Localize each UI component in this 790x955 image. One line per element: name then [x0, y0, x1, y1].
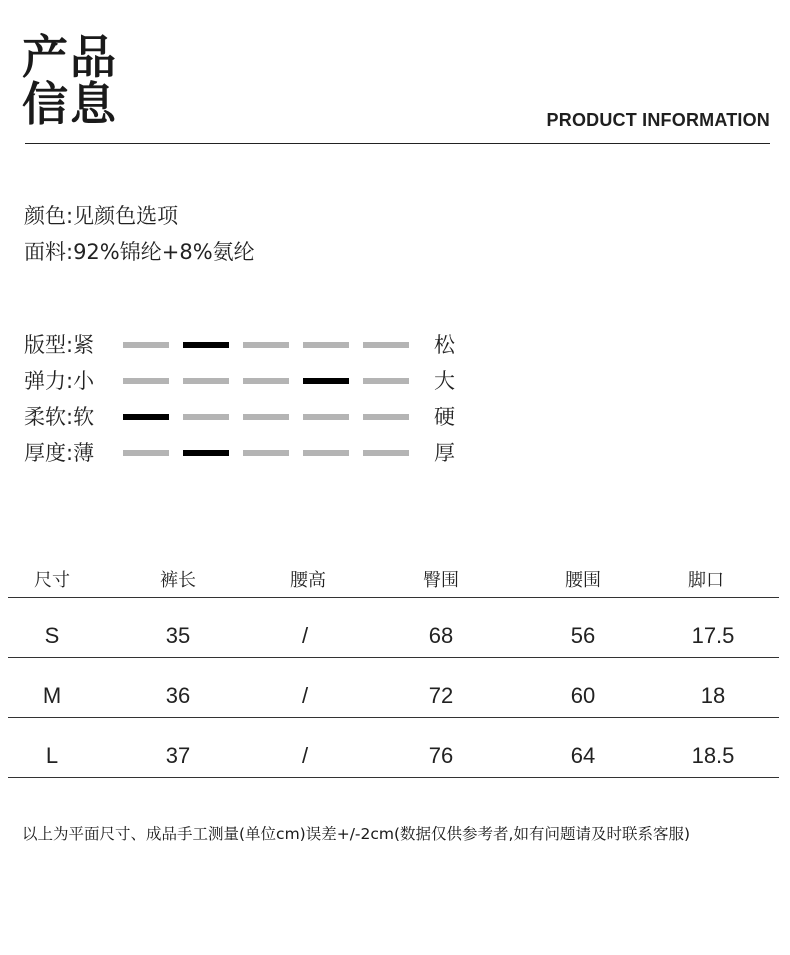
- scale-segment: [183, 378, 229, 384]
- scale-segment-active: [183, 450, 229, 456]
- scale-segment: [243, 450, 289, 456]
- scale-segment-active: [123, 414, 169, 420]
- cell-size: M: [42, 683, 62, 708]
- scale-segment: [243, 342, 289, 348]
- cell-length: 35: [165, 623, 191, 648]
- cell-hip: 68: [428, 623, 454, 648]
- scale-right-label: 厚: [434, 441, 455, 465]
- english-title: PRODUCT INFORMATION: [546, 110, 770, 130]
- attribute-color: 颜色:见颜色选项: [24, 204, 179, 228]
- cell-length: 36: [165, 683, 191, 708]
- rating-scales: [24, 326, 464, 470]
- scale-segment: [363, 342, 409, 348]
- title-block: [22, 30, 118, 131]
- scale-segment: [363, 450, 409, 456]
- scale-right-label: 硬: [434, 405, 455, 429]
- scale-right-label: 松: [434, 333, 455, 357]
- scale-left-label: 柔软:软: [24, 405, 95, 429]
- scale-row-stretch: [24, 362, 464, 398]
- cell-hem: 18: [700, 683, 726, 708]
- title-line-2: 信息: [22, 77, 118, 131]
- scale-right-label: 大: [434, 369, 455, 393]
- cell-hip: 72: [428, 683, 454, 708]
- measurement-note: 以上为平面尺寸、成品手工测量(单位cm)误差+/-2cm(数据仅供参考者,如有问题请及时联系客服): [22, 825, 691, 843]
- scale-segment: [303, 342, 349, 348]
- column-header-size: 尺寸: [34, 570, 70, 591]
- scale-segment: [363, 378, 409, 384]
- cell-size: S: [44, 623, 60, 648]
- scale-segment: [303, 414, 349, 420]
- cell-waist: 56: [570, 623, 596, 648]
- column-header-length: 裤长: [160, 570, 196, 591]
- cell-hem: 17.5: [691, 623, 735, 648]
- size-table-header: [8, 558, 779, 598]
- column-header-hip: 臀围: [423, 570, 459, 591]
- size-table: [8, 558, 779, 778]
- cell-rise: /: [301, 683, 309, 708]
- scale-segment-active: [303, 378, 349, 384]
- title-line-1: 产品: [22, 30, 118, 84]
- cell-length: 37: [165, 743, 191, 768]
- cell-rise: /: [301, 743, 309, 768]
- scale-segment: [303, 450, 349, 456]
- attribute-fabric: 面料:92%锦纶+8%氨纶: [24, 240, 255, 264]
- table-row: [8, 598, 779, 658]
- scale-left-label: 弹力:小: [24, 369, 95, 393]
- scale-segment: [123, 342, 169, 348]
- scale-segment: [123, 450, 169, 456]
- scale-segment: [123, 378, 169, 384]
- size-table-body: [8, 598, 779, 778]
- attribute-list: [24, 198, 255, 270]
- cell-size: L: [45, 743, 59, 768]
- title-divider: [25, 143, 770, 144]
- cell-hip: 76: [428, 743, 454, 768]
- scale-segment: [243, 378, 289, 384]
- table-row: [8, 718, 779, 778]
- cell-rise: /: [301, 623, 309, 648]
- scale-row-fit: [24, 326, 464, 362]
- scale-row-thickness: [24, 434, 464, 470]
- cell-waist: 64: [570, 743, 596, 768]
- scale-left-label: 厚度:薄: [24, 441, 95, 465]
- table-row: [8, 658, 779, 718]
- column-header-hem: 脚口: [688, 570, 724, 591]
- scale-segment-active: [183, 342, 229, 348]
- cell-hem: 18.5: [691, 743, 735, 768]
- scale-segment: [183, 414, 229, 420]
- column-header-rise: 腰高: [290, 570, 326, 591]
- cell-waist: 60: [570, 683, 596, 708]
- scale-row-softness: [24, 398, 464, 434]
- scale-left-label: 版型:紧: [24, 333, 95, 357]
- column-header-waist: 腰围: [565, 570, 601, 591]
- scale-segment: [363, 414, 409, 420]
- scale-segment: [243, 414, 289, 420]
